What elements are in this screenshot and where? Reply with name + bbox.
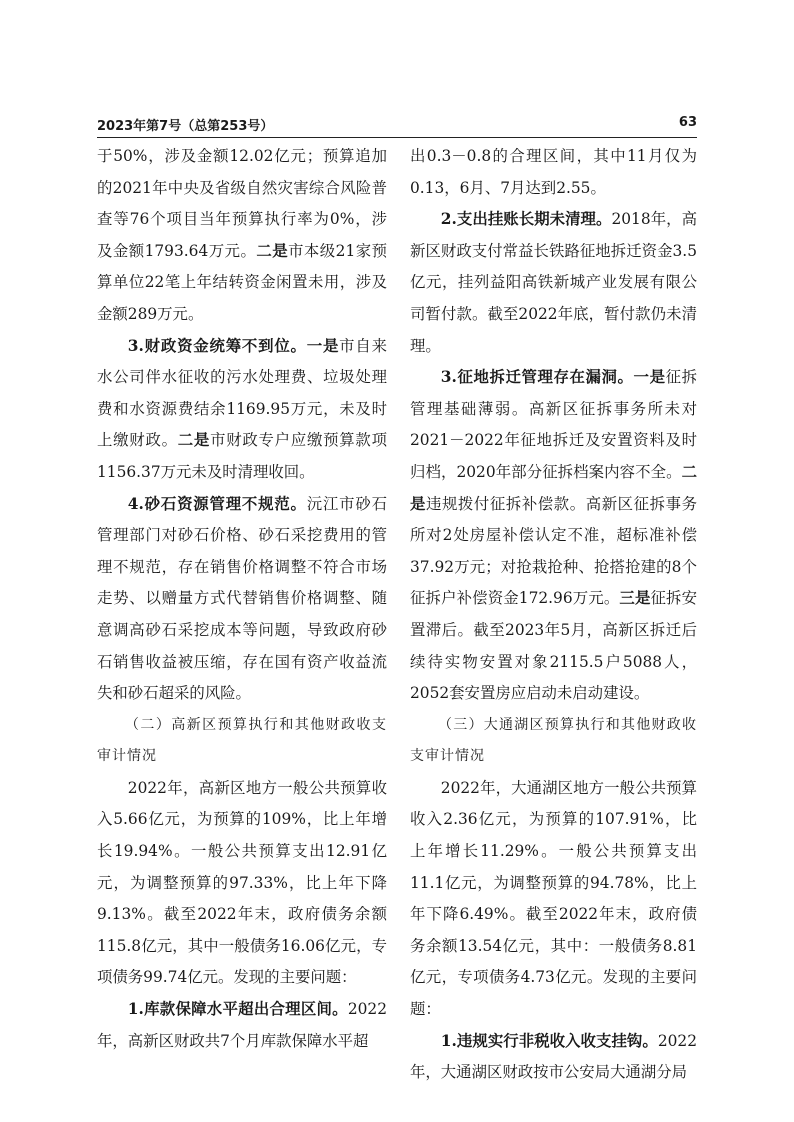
bold-heading: 2.支出挂账长期未清理。	[440, 210, 612, 229]
paragraph-text: 2022年，高新区财政共7个月库款保障水平超	[97, 1000, 387, 1050]
paragraph	[410, 204, 697, 362]
page-number: 63	[678, 115, 697, 130]
bold-heading: 3.征地拆迁管理存在漏洞。一是	[440, 368, 666, 387]
left-column	[97, 141, 387, 1057]
paragraph	[410, 362, 697, 710]
paragraph	[410, 1026, 697, 1089]
paragraph-text: 沅江市砂石管理部门对砂石价格、砂石采挖费用的管理不规范，存在销售价格调整不符合市场走势、以赠量方式代替销售价格调整、随意调高砂石采挖成本等问题，导致政府砂石销售收益被压缩，存在国有资产收益流失和砂石超采的风险。	[97, 494, 387, 703]
paragraph-text: 2022年，大通湖区财政按市公安局大通湖分局	[410, 1031, 697, 1082]
section-subheading	[97, 710, 387, 773]
paragraph	[410, 141, 697, 204]
paragraph-text: 2022年，高新区地方一般公共预算收入5.66亿元，为预算的109%，比上年增长19.94%。一般公共预算支出12.91亿元，为调整预算的97.33%，比上年下降9.13%。截至2022年末，政府债务余额115.8亿元，其中一般债务16.06亿元，专项债务99.74亿元。发现的主要问题：	[97, 778, 387, 987]
running-header	[97, 115, 697, 135]
paragraph-text: 于50%，涉及金额12.02亿元；预算追加的2021年中央及省级自然灾害综合风险普查等76个项目当年预算执行率为0%，涉及金额1793.64万元。	[97, 147, 387, 260]
paragraph-text: 2022年，大通湖区地方一般公共预算收入2.36亿元，为预算的107.91%，比上年增长11.29%。一般公共预算支出11.1亿元，为调整预算的94.78%，比上年下降6.49%。截至2022年末，政府债务余额13.54亿元，其中：一般债务8.81亿元，专项债务4.73亿元。发现的主要问题：	[410, 778, 697, 1019]
subheading-text: （三）大通湖区预算执行和其他财政收支审计情况	[410, 716, 697, 765]
bold-heading: 3.财政资金统筹不到位。一是	[127, 336, 340, 355]
bold-lead: 二是	[256, 241, 289, 260]
paragraph-text: 征拆管理基础薄弱。高新区征拆事务所未对2021－2022年征地拆迁及安置资料及时归档，2020年部分征拆档案内容不全。	[410, 368, 697, 481]
bold-lead: 二是	[177, 431, 211, 450]
paragraph	[97, 773, 387, 994]
paragraph-text: 市财政专户应缴预算款项1156.37万元未及时清理收回。	[97, 431, 387, 481]
section-subheading	[410, 710, 697, 773]
header-rule	[97, 137, 697, 138]
paragraph-text: 市自来水公司伴水征收的污水处理费、垃圾处理费和水资源费结余1169.95万元，未及时上缴财政。	[97, 336, 387, 450]
bold-heading: 1.违规实行非税收入收支挂钩。	[440, 1031, 658, 1050]
paragraph-text: 市本级21家预算单位22笔上年结转资金闲置未用，涉及金额289万元。	[97, 241, 387, 323]
paragraph	[97, 331, 387, 489]
paragraph-text: 征拆安置滞后。截至2023年5月，高新区拆迁后续待实物安置对象2115.5户5088人，2052套安置房应启动未启动建设。	[410, 589, 697, 703]
bold-heading: 1.库款保障水平超出合理区间。	[127, 1000, 348, 1019]
bold-lead: 二是	[410, 462, 697, 513]
paragraph	[410, 773, 697, 1026]
paragraph-text: 违规拨付征拆补偿款。高新区征拆事务所对2处房屋补偿认定不准，超标准补偿37.92万元；对抢栽抢种、抢搭抢建的8个征拆户补偿资金172.96万元。	[410, 494, 697, 608]
paragraph	[97, 994, 387, 1057]
right-column	[410, 141, 697, 1089]
bold-lead: 三是	[619, 589, 651, 608]
subheading-text: （二）高新区预算执行和其他财政收支审计情况	[97, 716, 387, 765]
paragraph	[97, 141, 387, 331]
paragraph-text: 2018年，高新区财政支付常益长铁路征地拆迁资金3.5亿元，挂列益阳高铁新城产业发展有限公司暂付款。截至2022年底，暂付款仍未清理。	[410, 210, 697, 355]
paragraph	[97, 489, 387, 710]
issue-label: 2023年第7号（总第253号）	[97, 119, 274, 134]
bold-heading: 4.砂石资源管理不规范。	[127, 494, 307, 513]
paragraph-text: 出0.3－0.8的合理区间，其中11月仅为0.13，6月、7月达到2.55。	[410, 147, 697, 197]
